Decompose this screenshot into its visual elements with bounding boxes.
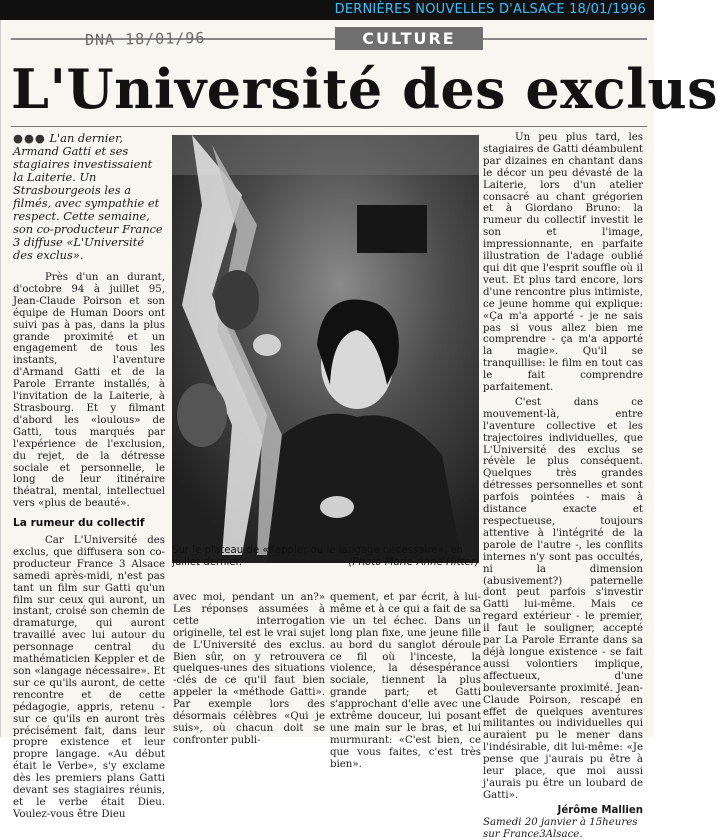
photo-illustration [172,135,479,563]
column-middle-left [173,592,325,750]
caption-text: Sur le plateau de «Keppler ou le langage nécessaire», en juillet dernier. [172,545,463,568]
column-right [483,132,643,840]
body-paragraph: C'est dans ce mouvement-là, entre l'aventure collective et les trajectoires individuelles, que L'Université des exclus se révèle le plus conséquent. Quelques très grandes détresses personnelles et sont parfois pointées - mais à distance exacte et respectueuse, toujours attentive à l'intégrité de la parole de l'autre -, les conflits internes n'y sont pas occultés, ni la dimension (abusivement?) paternelle dont peut parfois s'investir Gatti lui-même. Mais ce regard extérieur - le premier, il faut le souligner, accepté par La Parole Errante dans sa déjà longue existence - se fait aussi volontiers implique, affectueux, d'une bouleversante proximité. Jean-Claude Poirson, rescapé en effet de quelques aventures militantes ou individuelles qui auraient pu le mener dans l'indésirable, dit lui-même: «Je pense que j'aurais pu être à leur place, que moi aussi j'aurais pu être un loubard de Gatti». [483,396,643,801]
section-rubric: CULTURE [335,27,483,50]
broadcast-info: Samedi 20 janvier à 15heures sur France3Alsace. [483,816,638,840]
body-paragraph: Près d'un an durant, d'octobre 94 à juillet 95, Jean-Claude Poirson et son équipe de Human Doors ont suivi pas à pas, dans la plus grande proximité et un engagement de tous les instants, l'aventure d'Armand Gatti et de la Parole Errante installés, à l'invitation de la Laiterie, à Strasbourg. Et y filmant d'abord les «loulous» de Gatti, tous marqués par l'expérience de l'exclusion, du rejet, de la détresse sociale et personnelle, le long de leur itinéraire théatral, mental, intellectuel vers «plus de beauté». [13,272,165,510]
author-signature: Jérôme Mallien [557,804,643,816]
headline-rule [11,126,647,127]
article-headline: L'Université des exclus [11,57,718,121]
body-paragraph: avec moi, pendant un an?» Les réponses assumées à cette interrogation originelle, tel est le vrai sujet de L'Université des exclus. Bien sûr, on y retrouvera quelques-unes des situations -clés de ce qu'il faut bien appeler la «méthode Gatti». Par exemple lors des désormais célèbres «Qui je suis», où chacun doit se confronter publi- [173,592,325,746]
body-paragraph: Car L'Université des exclus, que diffusera son co-producteur France 3 Alsace samedi après-midi, n'est pas tant un film sur Gatti qu'un film sur ceux qui auront, un instant, croisé son chemin de dramaturge, qui auront travaillé avec lui autour du personnage central du mathématicien Keppler et de son «langage nécessaire». Et sur ce qu'ils auront, de cette rencontre et de cette pédagogie, appris, retenu - sur ce qu'ils en auront très précisément fait, dans leur propre existence et leur propre langage. «Au début était le Verbe», s'y exclame dès les premiers plans Gatti devant ses stagiaires réunis, et le verbe était Dieu. Voulez-vous être Dieu [13,535,165,820]
photo-credit: (Photo Marie-Anne Hitter) [348,557,479,568]
photo-caption [172,545,479,569]
date-stamp: DNA 18/01/96 [84,28,206,50]
column-left [13,132,165,824]
body-paragraph: Un peu plus tard, les stagiaires de Gatti déambulent par dizaines en chantant dans le décor un peu dévasté de la Laiterie, lors d'un atelier consacré au chant grégorien et à Giordano Bruno: la rumeur du collectif investit le son et l'image, impressionnante, en parfaite illustration de l'adage oublié qui dit que l'esprit souffle où il veut. Et plus tard encore, lors d'une rencontre plus intimiste, ce jeune homme qui explique: «Ça m'a apporté - je ne sais pas si vous allez bien me comprendre - ça m'a apporté la magie». Qu'il se tranquillise: le film en tout cas le fait comprendre parfaitement. [483,132,643,394]
article-lead [13,132,165,262]
body-paragraph: quement, et par écrit, à lui-même et à ce qui a fait de sa vie un tel échec. Dans un long plan fixe, une jeune fille au bord du sanglot déroule ce fil où l'inceste, la violence, la désespérance sociale, tiennent la plus grande part; et Gatti s'approchant d'elle avec une extrême douceur, lui posant une main sur le bras, et lui murmurant: «C'est bien, ce que vous faites, c'est très bien». [330,592,481,770]
subheading: La rumeur du collectif [13,517,145,530]
lead-text: L'an dernier, Armand Gatti et ses stagiaires investissaient la Laiterie. Un Strasbourgeois les a filmés, avec sympathie et respect. Cette semaine, son co-producteur France 3 diffuse «L'Université des exclus». [13,131,163,262]
column-middle-right [330,592,481,774]
newspaper-clipping [0,20,718,840]
article-photo [172,135,479,563]
source-banner: DERNIÈRES NOUVELLES D'ALSACE 18/01/1996 [0,0,654,20]
lead-bullets: ●●● [13,131,46,145]
